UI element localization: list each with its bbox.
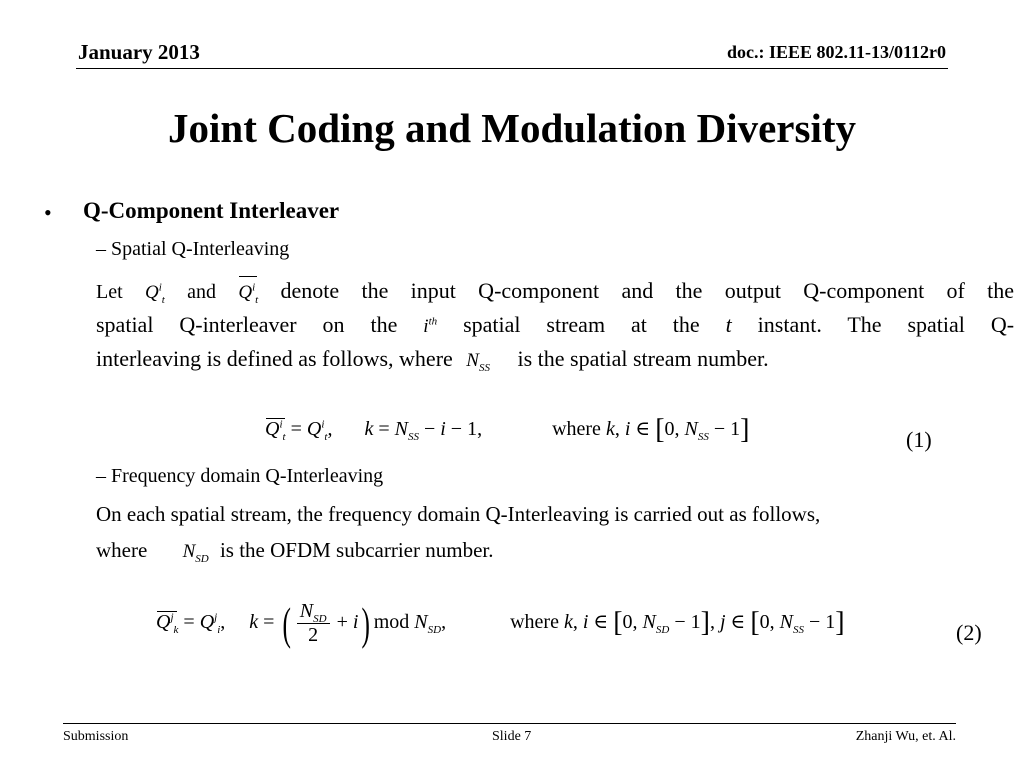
header-doc-id: doc.: IEEE 802.11-13/0112r0 [726,42,946,62]
slide-title: Joint Coding and Modulation Diversity [168,105,856,151]
equation-1-where: where [552,418,601,440]
math-t: t [725,312,732,337]
equation-2-mod: mod [373,611,410,634]
footer-slide-number: Slide 7 [492,729,532,744]
equation-1: $Q^i_t = Q^i_t$, $k = N_{SS} - i - 1$, where k, i ∈ [0, $N_{SS} - 1$] [265,414,750,445]
math-q-output: $Q^i_t$ [238,276,258,310]
math-n-ss: $N_{SS}$ [466,350,490,374]
math-n-sd: $N_{SD}$ [182,541,209,565]
bullet-heading: Q-Component Interleaver [83,198,340,223]
equation-2-number: (2) [956,620,982,645]
header-date: January 2013 [78,40,200,64]
paragraph-text-3b: is the spatial stream number. [517,346,769,371]
equation-1-number: (1) [906,427,932,452]
equation-2: $Q^j_k = Q^j_i$, k = ( $\frac{N_{SD}}{2}$ + i) mod $N_{SD}$, where k, i ∈ [0, $N_{SD} - 1$], j ∈ [0, $N_{SS} - 1$] [156,597,845,649]
paragraph-text-2b: spatial stream at the [463,312,700,337]
paragraph-text-1: denote the input Q-component and the output Q-component of the [280,278,1015,303]
math-i-th: $i^{th}$ [423,315,438,337]
paragraph-text-3a: interleaving is defined as follows, where [96,346,453,371]
paragraph-line-1 [96,274,1014,308]
paragraph-text-2c: instant. The spatial Q- [757,312,1015,337]
header-divider [76,68,948,69]
math-q-input: $Q^i_t$ [144,281,165,306]
equation-2-where: where [510,611,559,634]
where-word: where [96,538,148,562]
bullet-marker: • [44,200,52,225]
and-word: and [187,281,217,303]
spatial-paragraph [96,274,1014,376]
subsection-spatial-heading: – Spatial Q-Interleaving [96,238,290,260]
frequency-paragraph-line-2 [96,538,494,563]
footer-author: Zhanji Wu, et. Al. [855,729,956,744]
paragraph-line-2 [96,308,1014,342]
footer-submission: Submission [63,729,129,744]
subsection-frequency-heading: – Frequency domain Q-Interleaving [96,465,384,487]
paragraph-text-2a: spatial Q-interleaver on the [96,312,398,337]
frequency-paragraph-line-1: On each spatial stream, the frequency domain Q-Interleaving is carried out as follows, [96,502,821,526]
paragraph-line-3 [96,342,1014,376]
frequency-text-2b: is the OFDM subcarrier number. [219,538,494,562]
footer-divider [63,723,956,724]
let-word: Let [96,281,123,303]
